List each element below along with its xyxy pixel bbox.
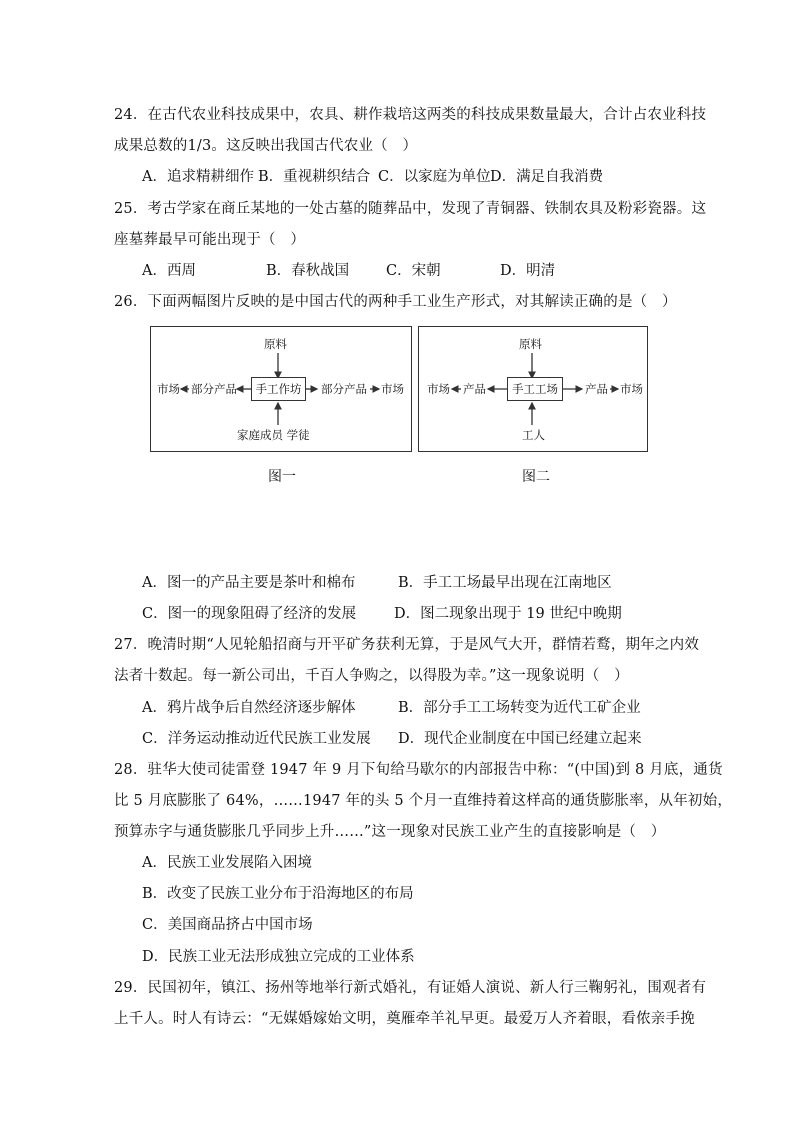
q27-option-a[interactable]: A．鸦片战争后自然经济逐步解体	[142, 700, 356, 716]
fig1-bottom-labor: 家庭成员 学徒	[237, 428, 310, 442]
fig2-left-product: 产品	[463, 382, 486, 396]
fig1-left-product: 部分产品	[191, 382, 237, 396]
figure-one	[150, 326, 412, 452]
fig1-right-product: 部分产品	[321, 382, 367, 396]
q29-stem-line1: 29．民国初年，镇江、扬州等地举行新式婚礼，有证婚人演说、新人行三鞠躬礼，围观者有	[114, 980, 707, 996]
q26-option-b[interactable]: B．手工工场最早出现在江南地区	[398, 575, 612, 591]
fig2-right-product: 产品	[585, 382, 608, 396]
q28-option-d[interactable]: D．民族工业无法形成独立完成的工业体系	[142, 949, 415, 965]
q28-option-c[interactable]: C．美国商品挤占中国市场	[142, 917, 313, 933]
q24-option-d[interactable]: D．满足自我消费	[490, 169, 604, 185]
q24-option-c[interactable]: C．以家庭为单位	[378, 169, 491, 185]
q24-stem-line1: 24．在古代农业科技成果中，农具、耕作栽培这两类的科技成果数量最大，合计占农业科技	[114, 107, 707, 123]
q26-option-d[interactable]: D．图二现象出现于 19 世纪中晚期	[394, 606, 622, 622]
fig1-caption: 图一	[268, 469, 296, 485]
q28-option-a[interactable]: A．民族工业发展陷入困境	[142, 855, 312, 871]
q25-stem-line2: 座墓葬最早可能出现于（ ）	[114, 232, 306, 248]
q27-option-c[interactable]: C．洋务运动推动近代民族工业发展	[142, 731, 371, 747]
q25-option-a[interactable]: A．西周	[142, 263, 196, 279]
q24-option-a[interactable]: A．追求精耕细作	[142, 169, 254, 185]
fig2-center-box: 手工工场	[507, 377, 563, 401]
fig2-caption: 图二	[522, 469, 550, 485]
q27-option-d[interactable]: D．现代企业制度在中国已经建立起来	[398, 731, 642, 747]
q27-option-b[interactable]: B．部分手工工场转变为近代工矿企业	[398, 700, 641, 716]
q25-option-b[interactable]: B．春秋战国	[266, 263, 350, 279]
fig2-raw-material: 原料	[519, 337, 542, 351]
q26-option-a[interactable]: A．图一的产品主要是茶叶和棉布	[142, 575, 356, 591]
figure-two	[418, 326, 648, 452]
fig2-right-market: 市场	[620, 382, 643, 396]
q27-stem-line2: 法者十数起。每一新公司出，千百人争购之，以得股为幸。”这一现象说明（ ）	[114, 668, 629, 684]
fig1-raw-material: 原料	[264, 337, 287, 351]
q24-option-b[interactable]: B．重视耕织结合	[258, 169, 371, 185]
q24-stem-line2: 成果总数的1/3。这反映出我国古代农业（ ）	[114, 138, 418, 154]
fig2-left-market: 市场	[427, 382, 450, 396]
fig1-center-box: 手工作坊	[251, 377, 306, 401]
q25-option-d[interactable]: D．明清	[500, 263, 556, 279]
q28-stem-line1: 28．驻华大使司徒雷登 1947 年 9 月下旬给马歇尔的内部报告中称：“(中国)到 8 月底，通货	[114, 762, 723, 778]
q28-stem-line2: 比 5 月底膨胀了 64%，……1947 年的头 5 个月一直维持着这样高的通货膨胀率，从年初始，	[114, 793, 733, 809]
fig1-left-market: 市场	[157, 382, 180, 396]
q28-stem-line3: 预算赤字与通货膨胀几乎同步上升……”这一现象对民族工业产生的直接影响是（ ）	[114, 824, 666, 840]
q26-option-c[interactable]: C．图一的现象阻碍了经济的发展	[142, 606, 357, 622]
q29-stem-line2: 上千人。时人有诗云：“无媒婚嫁始文明，奠雁牵羊礼早更。最爱万人齐着眼，看侬亲手挽	[114, 1011, 695, 1027]
q25-option-c[interactable]: C．宋朝	[386, 263, 441, 279]
q25-stem-line1: 25．考古学家在商丘某地的一处古墓的随葬品中，发现了青铜器、铁制农具及粉彩瓷器。这	[114, 201, 707, 217]
q27-stem-line1: 27．晚清时期“人见轮船招商与开平矿务获利无算，于是风气大开，群情若鹜，期年之内效	[114, 637, 700, 653]
q26-stem-line1: 26．下面两幅图片反映的是中国古代的两种手工业生产形式，对其解读正确的是（ ）	[114, 294, 677, 310]
fig1-right-market: 市场	[381, 382, 404, 396]
fig2-bottom-labor: 工人	[522, 428, 545, 442]
q28-option-b[interactable]: B．改变了民族工业分布于沿海地区的布局	[142, 886, 414, 902]
